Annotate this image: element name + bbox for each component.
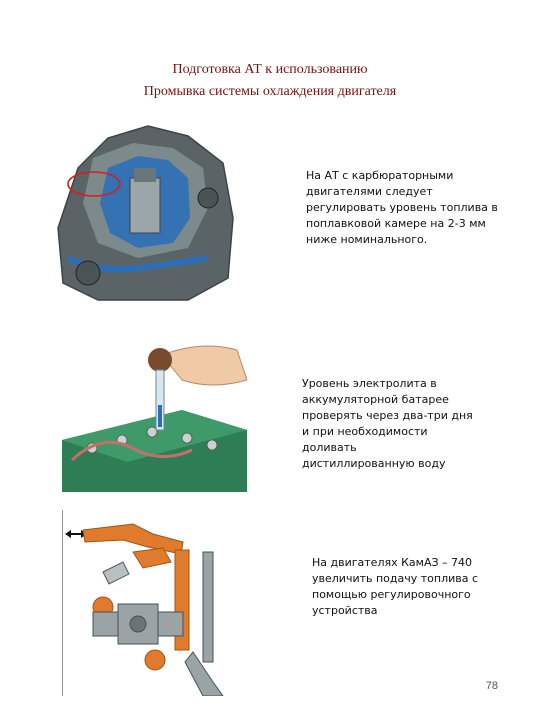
section-3-text: На двигателях КамАЗ – 740 увеличить подачу топлива с помощью регулировочного устройства [312, 556, 479, 617]
engine-cutaway-illustration [38, 108, 243, 308]
page-title: Подготовка АТ к использованию [172, 62, 368, 77]
page-subtitle: Промывка системы охлаждения двигателя [143, 84, 397, 99]
battery-hydrometer-illustration [62, 320, 247, 492]
fuel-pump-linkage-illustration [63, 512, 243, 696]
section-2-text: Уровень электролита в аккумуляторной батарее проверять через два-три дня и при необходимости доливать дистиллированную воду [302, 377, 473, 470]
section-1-text: На АТ с карбюраторными двигателями следует регулировать уровень топлива в поплавковой камере на 2-3 мм ниже номинального. [306, 169, 498, 246]
page-number: 78 [485, 680, 498, 692]
